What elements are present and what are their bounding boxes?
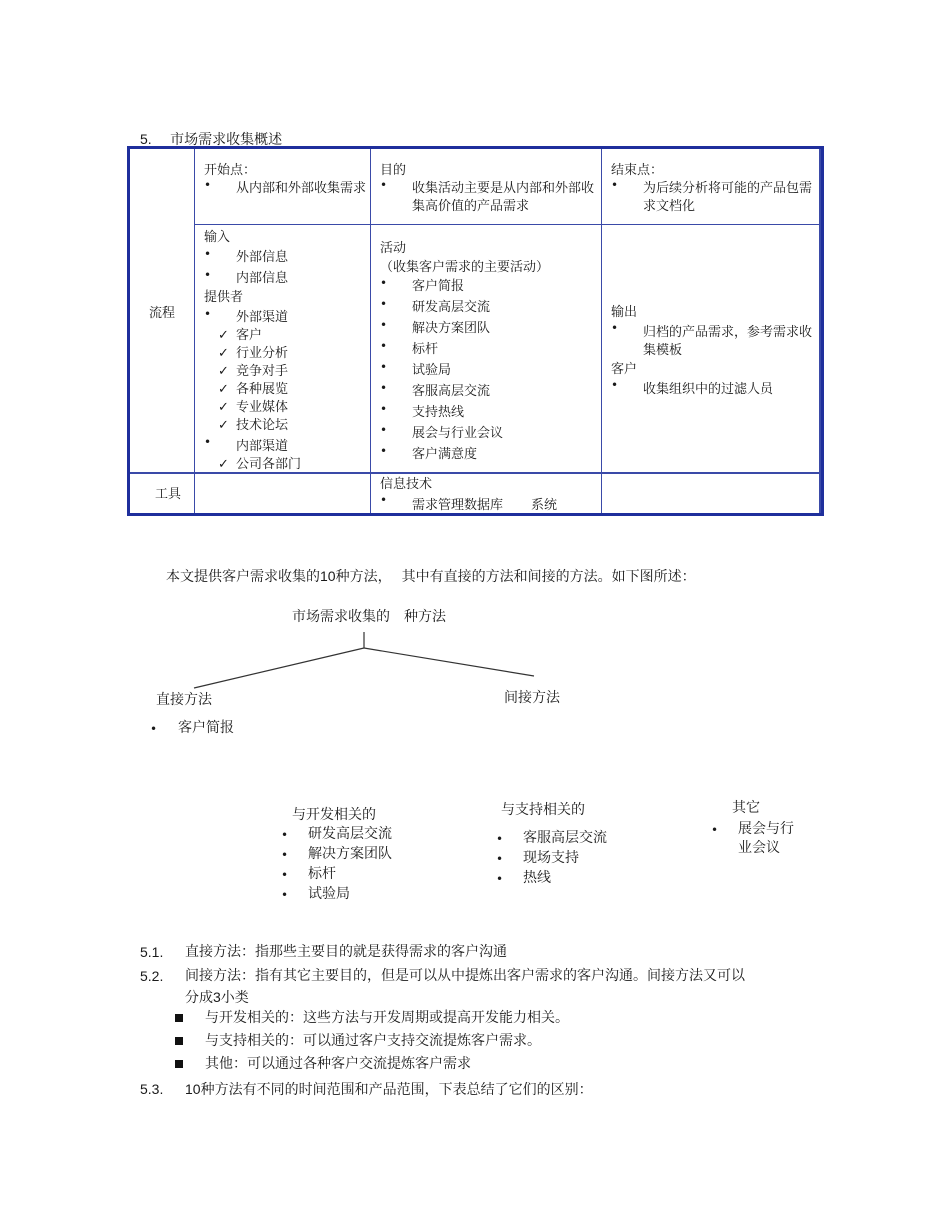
start-heading: 开始点： [204,163,257,178]
section-5-3-number: 5.3. [140,1081,164,1097]
other-item-line1: 展会与行 [738,821,794,837]
sub-item: 与开发相关的：这些方法与开发周期或提高开发能力相关。 [205,1010,569,1026]
check-item: 公司各部门 [236,457,302,472]
check-icon: ✓ [218,418,229,433]
dev-item: 研发高层交流 [308,826,392,842]
check-icon: ✓ [218,346,229,361]
section-5-2-line2-b: 小类 [220,990,249,1006]
support-item: 客服高层交流 [523,830,607,846]
bullet-icon: • [611,321,619,335]
activity-item: 研发高层交流 [412,300,491,315]
bullet-icon: • [380,423,388,437]
bullet-icon: • [380,381,388,395]
output-heading: 输出 [611,305,638,320]
section-5-3-text [185,1079,593,1100]
section-5-1-text: 直接方法：指那些主要目的就是获得需求的客户沟通 [185,944,507,960]
bullet-icon: • [380,178,388,192]
activity-item: 客服高层交流 [412,384,491,399]
check-icon: ✓ [218,364,229,379]
activity-item: 标杆 [412,342,439,357]
check-item: 客户 [236,328,263,343]
bullet-icon: • [611,178,619,192]
check-item: 行业分析 [236,346,289,361]
indirect-method-label: 间接方法 [504,690,560,706]
external-channel: 外部渠道 [236,310,289,325]
section-5-1-number: 5.1. [140,944,164,960]
provider-heading: 提供者 [204,290,244,305]
activity-item: 客户简报 [412,279,465,294]
bullet-icon: • [380,444,388,458]
activity-item: 支持热线 [412,405,465,420]
bullet-icon: • [281,868,289,882]
bullet-icon: • [204,307,212,321]
check-icon: ✓ [218,400,229,415]
bullet-icon: • [281,888,289,902]
bullet-icon: • [496,872,504,886]
section-title-text: 市场需求收集概述 [170,132,283,148]
diagram-root-a: 市场需求收集的 [292,609,390,625]
input-item: 外部信息 [236,250,289,265]
direct-item: 客户简报 [178,720,234,736]
intro-text-c: 其中有直接的方法和间接的方法。如下图所述： [401,569,696,585]
section-number: 5. [140,131,152,147]
section-5-2-number: 5.2. [140,968,164,984]
other-item-line2: 业会议 [738,840,780,856]
purpose-heading: 目的 [380,163,407,178]
activity-subheading: （收集客户需求的主要活动） [380,260,550,275]
intro-text-a: 本文提供客户需求收集的 [166,569,320,585]
square-bullet-icon [175,1060,183,1068]
bullet-icon: • [380,493,388,507]
connector-line [364,648,534,676]
support-item: 现场支持 [523,850,579,866]
check-icon: ✓ [218,382,229,397]
connector-line [194,648,364,688]
bullet-icon: • [150,722,158,736]
intro-text-b: 种方法， [335,569,392,585]
bullet-icon: • [281,848,289,862]
tools-item-suffix: 系统 [531,498,558,513]
check-item: 技术论坛 [236,418,289,433]
dev-item: 标杆 [308,866,336,882]
bullet-icon: • [204,247,212,261]
direct-method-label: 直接方法 [156,692,212,708]
activity-heading: 活动 [380,241,407,256]
square-bullet-icon [175,1014,183,1022]
activity-item: 客户满意度 [412,447,478,462]
support-heading: 与支持相关的 [501,802,585,818]
tools-heading: 信息技术 [380,477,433,492]
other-heading: 其它 [732,800,760,816]
start-item: 从内部和外部收集需求 [236,181,367,196]
bullet-icon: • [204,178,212,192]
sub-item: 其他：可以通过各种客户交流提炼客户需求 [205,1056,471,1072]
end-heading: 结束点： [611,163,664,178]
section-5-3-count: 10 [185,1081,201,1097]
check-item: 竞争对手 [236,364,289,379]
check-item: 各种展览 [236,382,289,397]
input-heading: 输入 [204,230,231,245]
bullet-icon: • [380,318,388,332]
check-item: 专业媒体 [236,400,289,415]
section-5-2-line2-num: 3 [213,989,221,1005]
end-item: 为后续分析将可能的产品包需求文档化 [643,181,813,214]
intro-number: 10 [320,568,336,584]
activity-item: 展会与行业会议 [412,426,504,441]
bullet-icon: • [380,402,388,416]
bullet-icon: • [496,852,504,866]
dev-item: 解决方案团队 [308,846,392,862]
diagram-root-b: 种方法 [404,609,446,625]
customer-heading: 客户 [611,362,638,377]
sub-item: 与支持相关的：可以通过客户支持交流提炼客户需求。 [205,1033,541,1049]
bullet-icon: • [380,276,388,290]
bullet-icon: • [204,435,212,449]
section-5-2-line2 [185,987,249,1008]
output-item: 归档的产品需求，参考需求收集模板 [643,325,813,358]
tools-item-name: 需求管理数据库 [412,498,504,513]
square-bullet-icon [175,1037,183,1045]
section-5-2-line1: 间接方法：指有其它主要目的，但是可以从中提炼出客户需求的客户沟通。间接方法又可以 [185,968,745,984]
bullet-icon: • [380,360,388,374]
bullet-icon: • [281,828,289,842]
activity-item: 试验局 [412,363,452,378]
section-5-3-body: 种方法有不同的时间范围和产品范围，下表总结了它们的区别： [200,1082,593,1098]
check-icon: ✓ [218,328,229,343]
dev-item: 试验局 [308,886,350,902]
bullet-icon: • [711,823,719,837]
row-label-process: 流程 [149,306,176,321]
bullet-icon: • [611,378,619,392]
bullet-icon: • [496,832,504,846]
section-5-2-line2-a: 分成 [185,990,213,1006]
support-item: 热线 [523,870,551,886]
dev-heading: 与开发相关的 [292,807,376,823]
bullet-icon: • [380,339,388,353]
purpose-item: 收集活动主要是从内部和外部收集高价值的产品需求 [412,181,595,214]
bullet-icon: • [204,268,212,282]
row-label-tools: 工具 [155,487,182,502]
customer-item: 收集组织中的过滤人员 [643,382,774,397]
input-item: 内部信息 [236,271,289,286]
internal-channel: 内部渠道 [236,439,289,454]
activity-item: 解决方案团队 [412,321,491,336]
check-icon: ✓ [218,457,229,472]
bullet-icon: • [380,297,388,311]
